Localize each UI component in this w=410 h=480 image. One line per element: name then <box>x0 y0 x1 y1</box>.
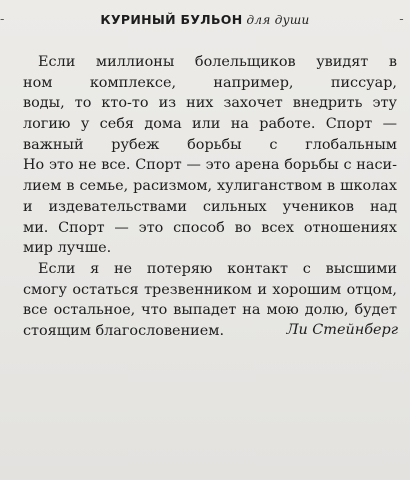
text-line: воды, то кто-то из них захочет внедрить эту <box>23 95 397 112</box>
running-head <box>0 12 410 29</box>
running-head-script: для души <box>246 13 310 27</box>
body-text <box>23 52 397 342</box>
text-line: Но это не все. Спорт — это арена борьбы с наси- <box>23 157 397 174</box>
text-line: логию у себя дома или на работе. Спорт — <box>23 116 397 133</box>
text-line: важный рубеж борьбы с глобальным <box>23 136 397 153</box>
text-line: мир лучше. <box>23 240 112 257</box>
text-line: все остальное, что выпадет на мою долю, будет <box>23 302 397 319</box>
running-head-right-mark: - <box>399 12 404 27</box>
running-head-left-mark: - <box>0 12 5 27</box>
author-signature: Ли Стейнберг <box>286 322 398 338</box>
text-line: ном комплексе, например, писсуар, <box>23 74 397 91</box>
text-line: и издевательствами сильных учеников над <box>23 198 397 215</box>
running-head-title: КУРИНЫЙ БУЛЬОН <box>100 12 243 27</box>
paragraph-1 <box>23 52 397 259</box>
text-line: стоящим благословением. <box>23 322 225 339</box>
text-line: смогу остаться трезвенником и хорошим отцом, <box>23 281 397 298</box>
text-line: лием в семье, расизмом, хулиганством в школах <box>23 178 397 195</box>
text-line: ми. Спорт — это способ во всех отношениях <box>23 219 397 236</box>
text-line: Если я не потеряю контакт с высшими <box>38 260 397 277</box>
text-line: Если миллионы болельщиков увидят в <box>38 54 397 70</box>
